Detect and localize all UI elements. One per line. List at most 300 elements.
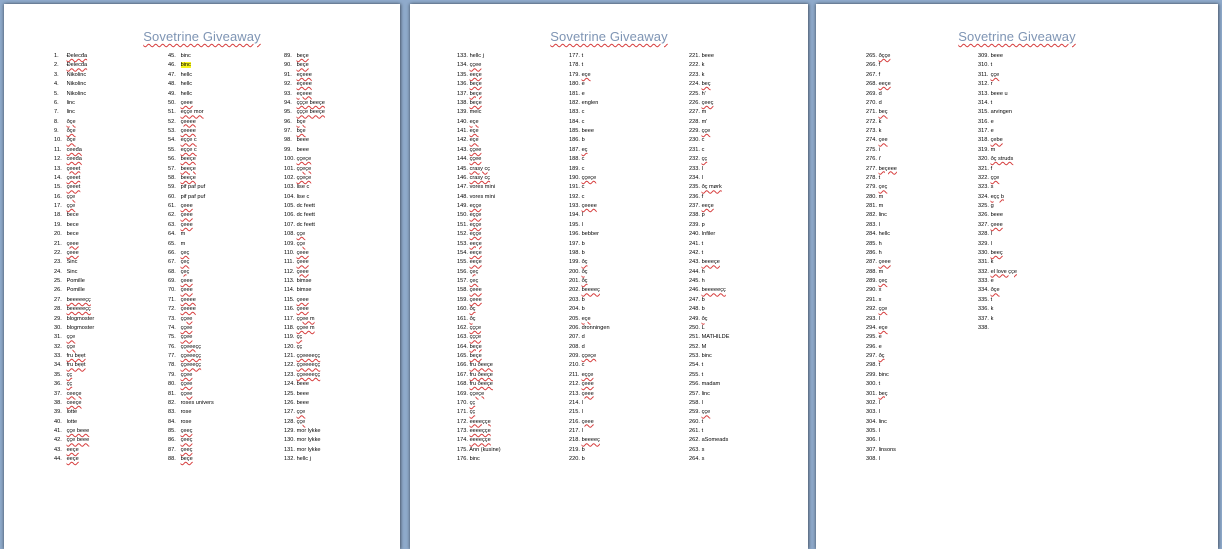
list-item [54,315,94,324]
entry-number: 78. [168,362,176,369]
list-item [457,315,501,324]
entry-text: çeee [296,296,309,303]
entry-number: 227. [689,109,700,116]
list-item [284,361,325,370]
entry-text: ççee [180,381,193,388]
list-item [978,305,1017,314]
entry-number: 161. [457,315,468,322]
entry-text: eçe [469,118,479,125]
list-item [866,240,897,249]
list-item [689,108,729,117]
entry-text: g [990,203,994,209]
entry-number: 325. [978,203,989,209]
list-item [284,352,325,361]
entry-text: Nikolinc [66,71,87,78]
list-item [866,305,897,314]
entry-number: 224. [689,81,700,88]
entry-text: linc [701,390,710,397]
list-item [54,80,94,89]
entry-number: 260. [689,418,700,425]
list-item [689,455,729,464]
entry-text: beee [296,381,310,388]
entry-text: b [581,306,585,313]
entry-text: çeee [296,259,309,266]
entry-number: 87. [168,446,176,453]
entry-text: Ann (kusine) [469,446,501,453]
list-item [457,296,501,305]
entry-number: 150. [457,212,468,219]
entry-number: 110. [284,249,295,256]
entry-number: 118. [284,324,295,331]
list-item [866,361,897,370]
entry-text: ççe [66,343,76,350]
list-item [866,390,897,399]
entry-number: 57. [168,165,176,172]
list-item [457,249,501,258]
entry-text: Đelecđa [66,62,88,69]
list-item [457,240,501,249]
entry-number: 10. [54,137,62,144]
list-item [569,352,610,361]
entry-number: 29. [54,315,62,322]
entry-text: çeee [180,99,193,106]
entry-text: t [990,62,993,69]
list-item [689,165,729,174]
list-item [284,408,325,417]
entry-number: 17. [54,203,62,209]
list-item [569,80,610,89]
entry-number: 124. [284,381,295,388]
entry-number: 145. [457,165,468,172]
entry-text: ðç mørk [701,184,722,191]
list-item [689,418,729,427]
list-item [569,258,610,267]
list-item [168,390,214,399]
entry-text: MATHILDE [701,334,730,341]
entry-number: 136. [457,81,468,88]
entry-number: 84. [168,418,176,425]
entry-number: 331. [978,259,989,266]
entry-text: eçe [878,324,888,331]
entry-text: d [878,99,882,106]
entry-text: çeç [878,184,888,191]
entry-text: eç [581,146,588,153]
list-item [978,193,1017,202]
list-item [866,277,897,286]
entry-text: beeeçe [701,259,720,266]
entry-number: 55. [168,146,176,153]
list-item [457,399,501,408]
entry-number: 296. [866,343,877,350]
list-item [284,343,325,352]
entry-text: ççeeeeçç [296,362,321,369]
entry-number: 225. [689,90,700,97]
entry-number: 106. [284,212,295,219]
list-item [569,165,610,174]
entry-text: linc [878,212,887,219]
entry-number: 281. [866,203,877,209]
entry-text: eçeee [296,71,312,78]
list-item [689,361,729,370]
entry-text: f [990,165,993,172]
list-item [457,277,501,286]
list-item [978,146,1017,155]
entry-number: 189. [569,165,580,172]
entry-text: eeçe [701,203,714,209]
entry-number: 89. [284,53,292,59]
entry-text: l [581,428,583,434]
list-item [284,240,325,249]
entry-number: 198. [569,249,580,256]
entry-number: 99. [284,146,292,153]
entry-number: 278. [866,174,877,181]
list-item [569,249,610,258]
entry-text: t [701,418,704,425]
entry-text: ceeđa [66,156,82,163]
entry-text: crasy cç [469,174,491,181]
entry-number: 76. [168,343,176,350]
entry-text: çeee [990,221,1003,228]
entry-text: l [878,428,880,434]
entry-text: f [878,62,881,69]
entry-number: 194. [569,212,580,219]
entry-number: 274. [866,137,877,144]
entry-number: 218. [569,437,580,444]
entry-text: bçe [296,118,306,125]
list-item [569,155,610,164]
entry-number: 321. [978,165,989,172]
entry-text: t [990,296,993,303]
entry-text: m [878,268,884,275]
entry-number: 95. [284,109,292,116]
entry-text: çeeee [180,118,196,125]
list-item [168,333,214,342]
entry-number: 13. [54,165,62,172]
entry-number: 222. [689,62,700,69]
entry-number: 93. [284,90,292,97]
list-item [284,296,325,305]
entry-text: linc [878,418,887,425]
list-item [866,399,897,408]
entry-text: beee [990,212,1004,219]
list-item [168,183,214,192]
entry-number: 336. [978,306,989,313]
entry-number: 117. [284,315,295,322]
list-item [569,268,610,277]
entry-text: t [878,174,881,181]
entry-number: 83. [168,409,176,416]
list-item [866,174,897,183]
entry-text: l [878,437,880,444]
entry-number: 58. [168,174,176,181]
entry-number: 67. [168,259,176,266]
entry-number: 261. [689,428,700,434]
entry-number: 98. [284,137,292,144]
entry-number: 32. [54,343,62,350]
entry-text: ççe [990,174,1000,181]
entry-number: 264. [689,456,700,463]
entry-number: 144. [457,156,468,163]
list-item [569,71,610,80]
list-item [978,52,1017,61]
entry-text: eçe [469,128,479,134]
entry-number: 269. [866,90,877,97]
list-item [168,221,214,230]
list-item [284,249,325,258]
list-item [168,268,214,277]
list-item [168,165,214,174]
list-item [689,90,729,99]
entry-text: ççe [990,71,1000,78]
entry-text: beee [701,53,715,59]
entry-number: 135. [457,71,468,78]
list-item [689,380,729,389]
entry-text: x [878,296,882,303]
entry-number: 182. [569,99,580,106]
entry-number: 196. [569,231,580,238]
list-item [284,202,325,211]
entry-text: k [878,118,882,125]
list-item [569,193,610,202]
document-page-1 [4,4,400,549]
entry-number: 191. [569,184,580,191]
entry-text: c [701,146,705,153]
entry-number: 270. [866,99,877,106]
list-item [569,371,610,380]
entry-number: 208. [569,343,580,350]
entry-number: 151. [457,221,468,228]
entry-text: mor lykke [296,428,321,434]
entry-text: çeç [469,268,479,275]
entry-number: 170. [457,399,468,406]
entry-number: 324. [978,193,989,200]
list-item [866,221,897,230]
list-item [54,99,94,108]
entry-text: beçe [180,456,193,463]
list-item [689,99,729,108]
entry-number: 88. [168,456,176,463]
list-item [978,211,1017,220]
entry-text: M [701,343,707,350]
entry-number: 297. [866,353,877,359]
list-item [54,146,94,155]
entry-number: 63. [168,221,176,228]
list-item [978,324,1017,333]
entry-text: eeçe [469,71,482,78]
list-item [54,90,94,99]
entry-text: eeeeççe [469,437,491,444]
entry-text: b [581,240,585,247]
entry-number: 25. [54,278,62,284]
entry-number: 282. [866,212,877,219]
entry-text: c [581,165,585,172]
entry-number: 132. [284,456,295,463]
list-item [689,343,729,352]
entry-number: 211. [569,371,580,378]
entry-text: l [878,456,880,463]
entry-number: 301. [866,390,877,397]
list-item [866,99,897,108]
entry-text: k [701,71,705,78]
entry-number: 3. [54,71,59,78]
list-item [689,408,729,417]
list-item [569,333,610,342]
entry-text: beeeeeçç [701,287,726,294]
entry-text: beç [878,109,888,116]
entry-text: ççee [180,371,193,378]
entry-text: çeç [180,268,190,275]
entry-text: d [581,343,585,350]
entry-number: 41. [54,428,62,434]
list-item [284,52,325,61]
list-item [689,305,729,314]
entry-text: çebe [990,137,1003,144]
entry-text: eeçe [469,249,482,256]
entry-number: 85. [168,428,176,434]
entry-number: 185. [569,128,580,134]
entry-number: 302. [866,399,877,406]
entry-text: m [180,240,186,247]
entry-number: 329. [978,240,989,247]
entry-number: 40. [54,418,62,425]
list-item [457,165,501,174]
entry-text: ççee [469,146,482,153]
entry-text: el love ççe [990,268,1017,275]
list-item [168,436,214,445]
list-item [978,258,1017,267]
entry-number: 246. [689,287,700,294]
entry-text: l [878,221,880,228]
list-item [689,446,729,455]
entry-text: ceeçe [66,399,82,406]
entry-text: b [701,296,705,303]
list-item [54,390,94,399]
entry-number: 142. [457,137,468,144]
entry-number: 115. [284,296,295,303]
entry-number: 235. [689,184,700,191]
number-column-1 [54,52,94,465]
entry-text: çeee [296,268,309,275]
entry-number: 133. [457,53,468,59]
entry-text: çç [469,409,476,416]
entry-number: 276. [866,156,877,163]
list-item [978,249,1017,258]
list-item [168,211,214,220]
entry-text: h' [701,90,706,97]
list-item [689,183,729,192]
entry-number: 291. [866,296,877,303]
entry-text: çç [701,156,708,163]
list-item [54,174,94,183]
list-item [866,446,897,455]
number-column-3 [689,52,729,465]
entry-text: p [701,212,705,219]
entry-number: 239. [689,221,700,228]
list-item [457,380,501,389]
list-item [54,221,94,230]
entry-text: çç [469,399,476,406]
entry-number: 245. [689,278,700,284]
list-item [689,249,729,258]
entry-text: madam [701,381,721,388]
list-item [168,174,214,183]
entry-text: s [701,456,705,463]
entry-text: ðç [701,315,708,322]
list-item [54,343,94,352]
list-item [457,193,501,202]
list-item [284,155,325,164]
list-item [689,352,729,361]
list-item [284,230,325,239]
list-item [457,136,501,145]
entry-text: dc feett [296,203,315,209]
entry-number: 275. [866,146,877,153]
entry-number: 39. [54,409,62,416]
list-item [284,90,325,99]
entry-text: ççeçe [296,156,312,163]
entry-number: 77. [168,353,176,359]
entry-text: l [878,399,880,406]
list-item [284,324,325,333]
entry-number: 90. [284,62,292,69]
list-item [978,61,1017,70]
entry-text: L [701,324,705,331]
entry-number: 174. [457,437,468,444]
entry-number: 179. [569,71,580,78]
list-item [569,118,610,127]
entry-number: 267. [866,71,877,78]
entry-number: 14. [54,174,62,181]
number-column-1 [866,52,897,465]
list-item [54,61,94,70]
list-item [457,361,501,370]
entry-number: 304. [866,418,877,425]
list-item [689,193,729,202]
entry-number: 73. [168,315,176,322]
entry-text: çeeet [66,174,81,181]
entry-number: 214. [569,399,580,406]
list-item [54,258,94,267]
list-item [168,240,214,249]
entry-text: blogmoster [66,324,95,331]
entry-text: e [990,118,994,125]
list-item [866,258,897,267]
entry-number: 230. [689,137,700,144]
entry-text: çeeee [180,306,196,313]
list-item [457,305,501,314]
entry-number: 288. [866,268,877,275]
entry-text: beee [296,399,310,406]
entry-number: 122. [284,362,295,369]
entry-text: b [581,296,585,303]
entry-number: 289. [866,278,877,284]
list-item [569,286,610,295]
entry-number: 240. [689,231,700,238]
document-title: Sovetrine Giveaway [550,29,668,44]
list-item [168,258,214,267]
entry-text: c [581,184,585,191]
list-item [866,90,897,99]
entry-text: t [990,99,993,106]
entry-number: 332. [978,268,989,275]
entry-text: vores mini [469,184,496,191]
list-item [569,305,610,314]
entry-number: 175. [457,446,468,453]
entry-number: 338. [978,324,989,331]
entry-number: 298. [866,362,877,369]
list-item [54,333,94,342]
list-item [54,268,94,277]
